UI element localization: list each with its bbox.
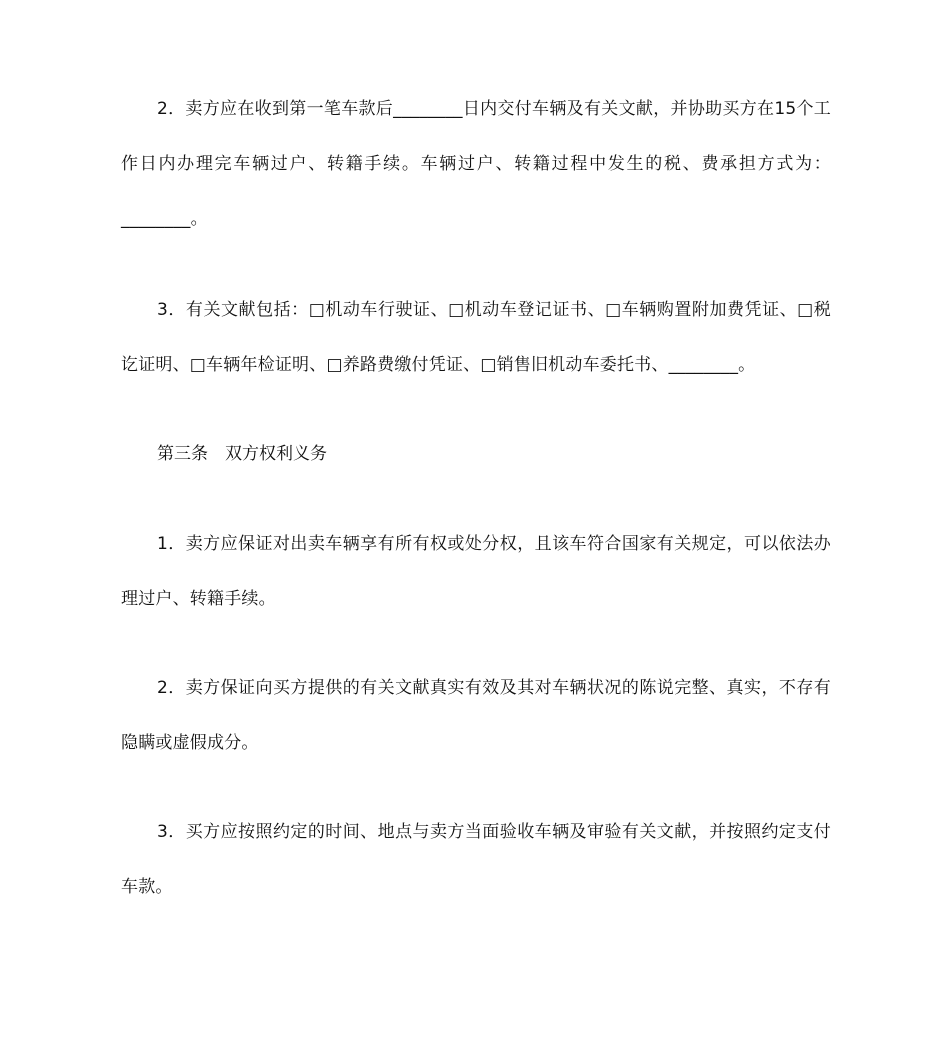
- article-3-heading: 第三条 双方权利义务: [157, 444, 327, 464]
- article-3-item-2: 2．卖方保证向买方提供的有关文献真实有效及其对车辆状况的陈说完整、真实，不存有隐瞒或虚假成分。: [121, 678, 831, 753]
- article-3-item-3: 3．买方应按照约定的时间、地点与卖方当面验收车辆及审验有关文献，并按照约定支付车款。: [121, 822, 831, 897]
- clause-delivery-item-2: 2．卖方应在收到第一笔车款后________日内交付车辆及有关文献，并协助买方在15个工作日内办理完车辆过户、转籍手续。车辆过户、转籍过程中发生的税、费承担方式为：________。: [121, 99, 831, 229]
- article-3-item-1: 1．卖方应保证对出卖车辆享有所有权或处分权，且该车符合国家有关规定，可以依法办理过户、转籍手续。: [121, 534, 831, 609]
- clause-documents-item-3: 3．有关文献包括：□机动车行驶证、□机动车登记证书、□车辆购置附加费凭证、□税讫证明、□车辆年检证明、□养路费缴付凭证、□销售旧机动车委托书、________。: [121, 300, 831, 375]
